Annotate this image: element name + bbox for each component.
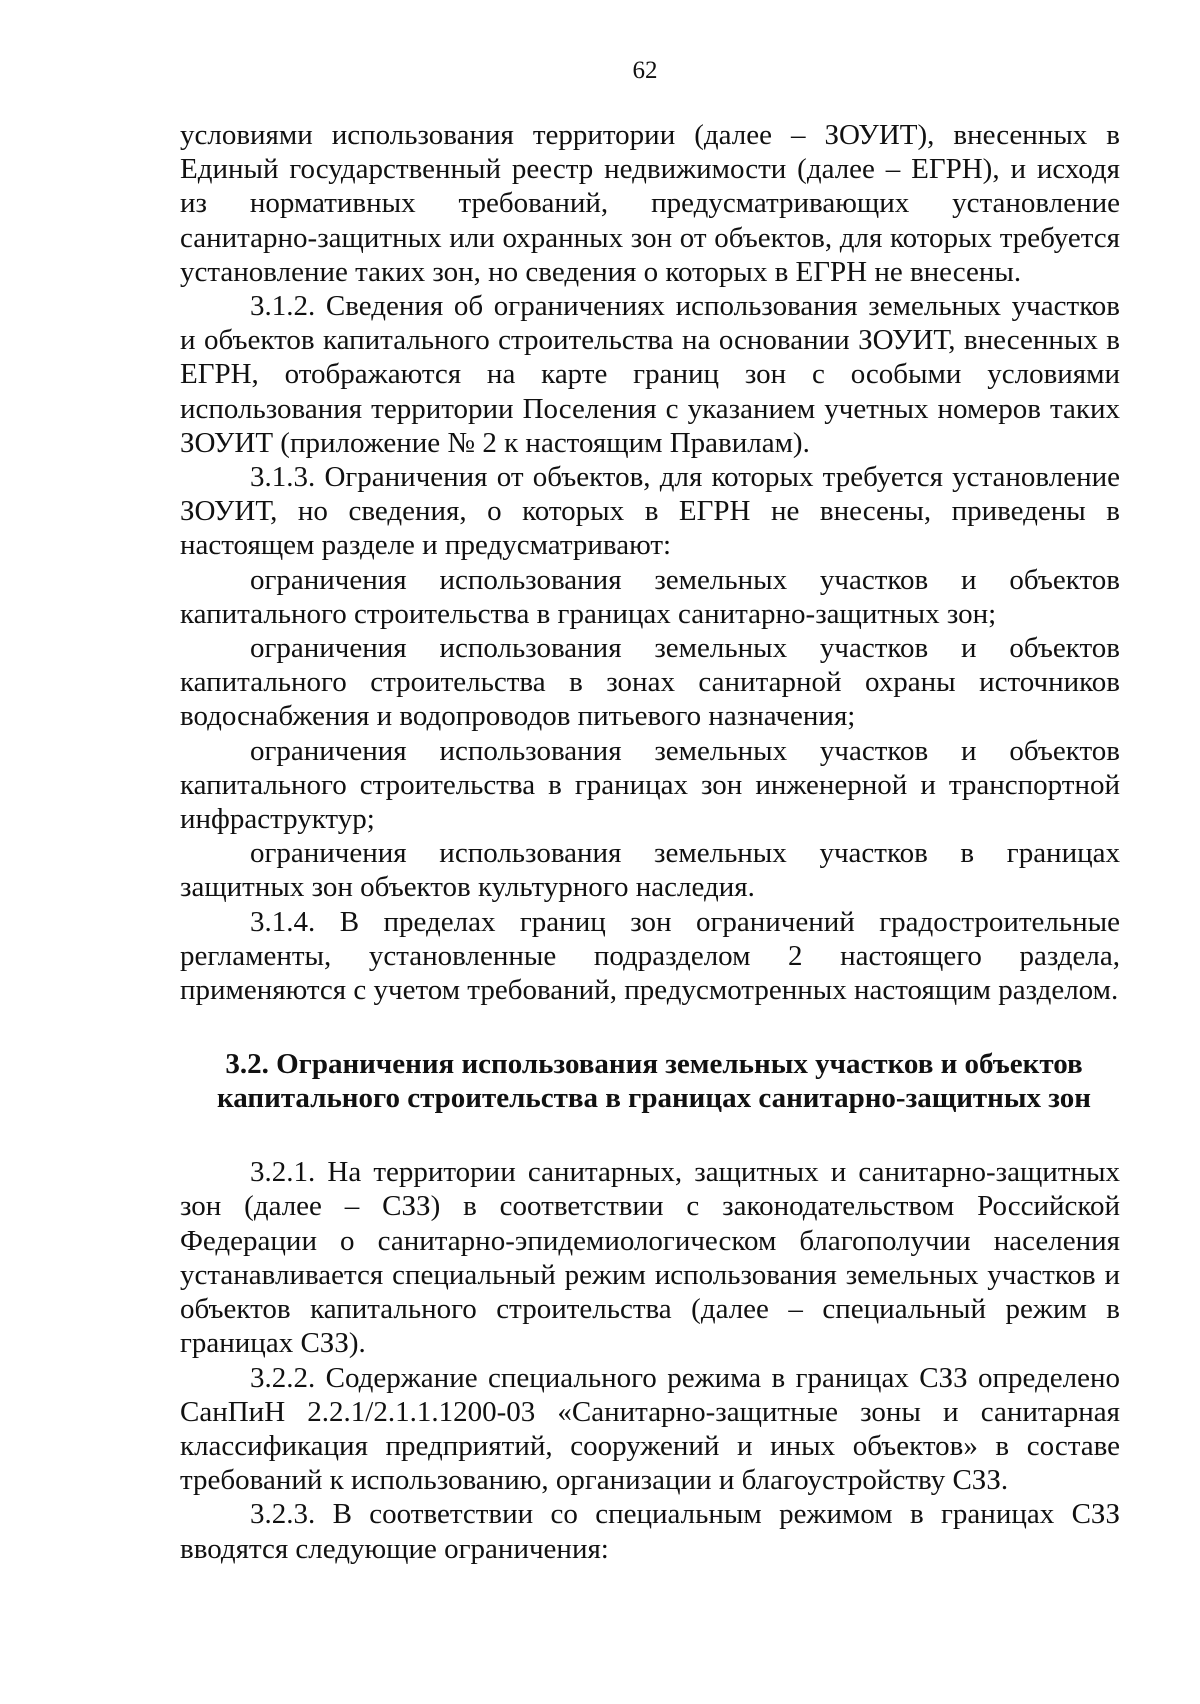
list-item-sanitary-zones: ограничения использования земельных участков и объектов капитального строительства в границах санитарно-защитных зон; [180,563,1120,630]
paragraph-3-1-4: 3.1.4. В пределах границ зон ограничений градостроительные регламенты, установленные подразделом 2 настоящего раздела, применяются с учетом требований, предусмотренных настоящим разделом. [180,905,1120,1007]
list-item-infrastructure: ограничения использования земельных участков и объектов капитального строительства в границах зон инженерной и транспортной инфраструктур; [180,734,1120,836]
paragraph-3-2-3: 3.2.3. В соответствии со специальным режимом в границах СЗЗ вводятся следующие ограничения: [180,1498,1120,1565]
paragraph-3-2-1: 3.2.1. На территории санитарных, защитных и санитарно-защитных зон (далее – СЗЗ) в соответствии с законодательством Российской Федерации о санитарно-эпидемиологическом благополучии населения устанавливается специальный режим использования земельных участков и объектов капитального строительства (далее – специальный режим в границах СЗЗ). [180,1156,1120,1360]
list-item-water-protection: ограничения использования земельных участков и объектов капитального строительства в зонах санитарной охраны источников водоснабжения и водопроводов питьевого назначения; [180,632,1120,733]
paragraph-continuation: условиями использования территории (далее – ЗОУИТ), внесенных в Единый государственный реестр недвижимости (далее – ЕГРН), и исходя из нормативных требований, предусматривающих установление санитарно-защитных или охранных зон от объектов, для которых требуется установление таких зон, но сведения о которых в ЕГРН не внесены. [180,119,1120,288]
section-heading-line-2: капитального строительства в границах санитарно-защитных зон [217,1082,1091,1115]
document-body [180,118,1120,1566]
section-heading-3-2 [180,1047,1120,1115]
list-item-cultural-heritage: ограничения использования земельных участков в границах защитных зон объектов культурного наследия. [180,837,1120,904]
paragraph-3-1-3: 3.1.3. Ограничения от объектов, для которых требуется установление ЗОУИТ, но сведения, о которых в ЕГРН не внесены, приведены в настоящем разделе и предусматривают: [180,461,1120,562]
section-heading-line-1: 3.2. Ограничения использования земельных участков и объектов [225,1048,1083,1081]
page-number: 62 [632,57,658,84]
paragraph-3-1-2: 3.1.2. Сведения об ограничениях использования земельных участков и объектов капитального строительства на основании ЗОУИТ, внесенных в ЕГРН, отображаются на карте границ зон с особыми условиями использования территории Поселения с указанием учетных номеров таких ЗОУИТ (приложение № 2 к настоящим Правилам). [180,290,1120,459]
paragraph-3-2-2: 3.2.2. Содержание специального режима в границах СЗЗ определено СанПиН 2.2.1/2.1.1.1200-03 «Санитарно-защитные зоны и санитарная классификация предприятий, сооружений и иных объектов» в составе требований к использованию, организации и благоустройству СЗЗ. [180,1361,1120,1497]
